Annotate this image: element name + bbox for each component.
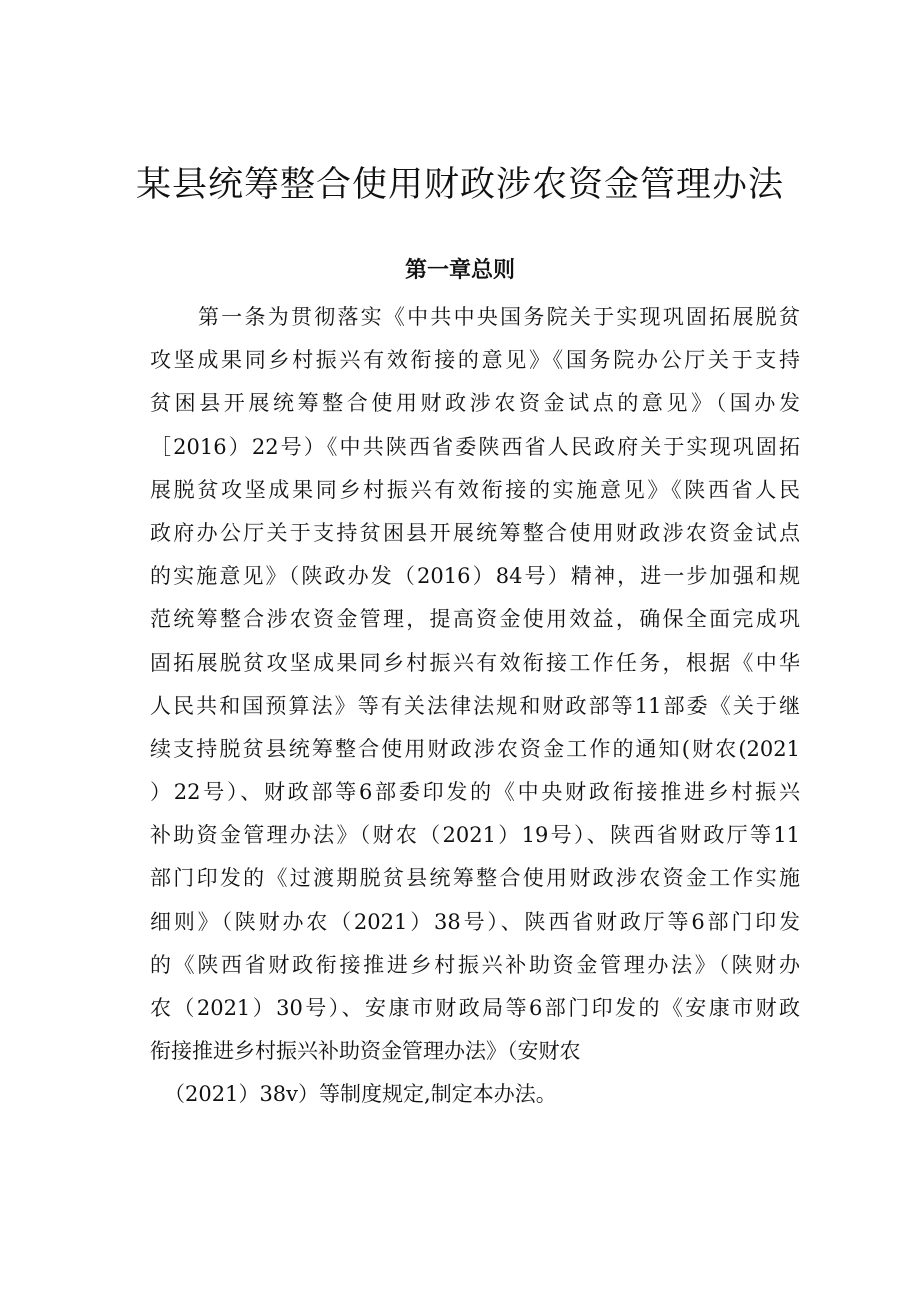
paragraph-line: 续支持脱贫县统筹整合使用财政涉农资金工作的通知(财农(2021 <box>150 736 800 761</box>
paragraph-line: 范统筹整合涉农资金管理，提高资金使用效益，确保全面完成巩 <box>150 607 800 632</box>
paragraph-line: 细则》（陕财办农（2021）38号）、陕西省财政厅等6部门印发 <box>150 909 800 934</box>
paragraph-line: 部门印发的《过渡期脱贫县统筹整合使用财政涉农资金工作实施 <box>150 866 800 891</box>
paragraph-line: 固拓展脱贫攻坚成果同乡村振兴有效衔接工作任务，根据《中华 <box>150 650 800 675</box>
paragraph-line: 的《陕西省财政衔接推进乡村振兴补助资金管理办法》（陕财办 <box>150 952 800 977</box>
paragraph-line: 补助资金管理办法》（财农（2021）19号）、陕西省财政厅等11 <box>150 823 800 848</box>
paragraph-line: 第一条为贯彻落实《中共中央国务院关于实现巩固拓展脱贫 <box>198 305 800 329</box>
paragraph-line: 农（2021）30号）、安康市财政局等6部门印发的《安康市财政 <box>150 996 800 1020</box>
article-one-paragraph <box>150 296 800 1117</box>
paragraph-line: 贫困县开展统筹整合使用财政涉农资金试点的意见》（国办发 <box>150 391 800 416</box>
paragraph-line: ）22号）、财政部等6部委印发的《中央财政衔接推进乡村振兴 <box>150 780 800 805</box>
paragraph-line: 攻坚成果同乡村振兴有效衔接的意见》《国务院办公厅关于支持 <box>150 348 800 373</box>
chapter-heading: 第一章总则 <box>404 258 515 283</box>
paragraph-line: 的实施意见》（陕政办发（2016）84号）精神，进一步加强和规 <box>150 564 800 589</box>
document-title: 某县统筹整合使用财政涉农资金管理办法 <box>135 165 784 205</box>
paragraph-line: 展脱贫攻坚成果同乡村振兴有效衔接的实施意见》《陕西省人民 <box>150 477 800 502</box>
paragraph-line: 衔接推进乡村振兴补助资金管理办法》（安财农 <box>150 1039 581 1064</box>
paragraph-line: 政府办公厅关于支持贫困县开展统筹整合使用财政涉农资金试点 <box>150 520 800 545</box>
paragraph-line: ［2016）22号）《中共陕西省委陕西省人民政府关于实现巩固拓 <box>150 434 800 459</box>
paragraph-line: 人民共和国预算法》等有关法律法规和财政部等11部委《关于继 <box>150 693 800 718</box>
paragraph-line: （2021）38v）等制度规定,制定本办法。 <box>164 1082 557 1107</box>
